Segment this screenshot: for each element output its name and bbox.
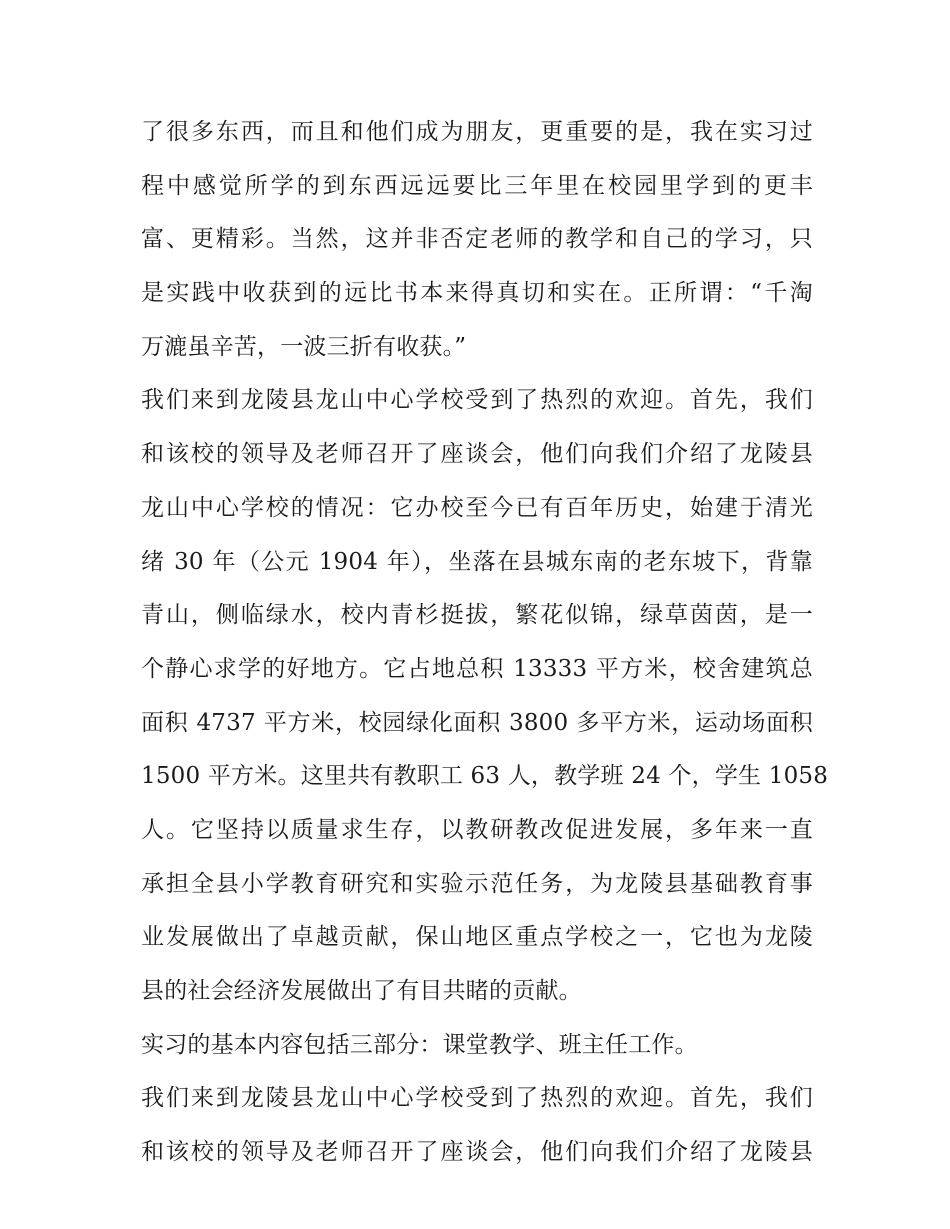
text-line: 了很多东西，而且和他们成为朋友，更重要的是，我在实习过 — [141, 119, 813, 145]
text-line: 1500 平方米。这里共有教职工 63 人，教学班 24 个，学生 1058 — [141, 763, 829, 790]
text-line: 绪 30 年（公元 1904 年），坐落在县城东南的老东坡下，背靠 — [141, 548, 813, 575]
text-line: 承担全县小学教育研究和实验示范任务，为龙陵县基础教育事 — [141, 870, 813, 897]
text-line: 龙山中心学校的情况：它办校至今已有百年历史，始建于清光 — [141, 494, 813, 521]
text-line: 实习的基本内容包括三部分：课堂教学、班主任工作。 — [141, 1031, 698, 1058]
text-line: 个静心求学的好地方。它占地总积 13333 平方米，校舍建筑总 — [141, 655, 813, 682]
text-line: 万漉虽辛苦，一波三折有收获。” — [141, 333, 467, 360]
text-line: 我们来到龙陵县龙山中心学校受到了热烈的欢迎。首先，我们 — [141, 1085, 813, 1112]
text-line: 和该校的领导及老师召开了座谈会，他们向我们介绍了龙陵县 — [141, 1139, 813, 1166]
text-line: 人。它坚持以质量求生存，以教研教改促进发展，多年来一直 — [141, 816, 813, 843]
text-line: 我们来到龙陵县龙山中心学校受到了热烈的欢迎。首先，我们 — [141, 387, 813, 414]
text-line: 面积 4737 平方米，校园绿化面积 3800 多平方米，运动场面积 — [141, 709, 813, 736]
text-line: 县的社会经济发展做出了有目共睹的贡献。 — [141, 978, 582, 1004]
document-body — [141, 106, 829, 1180]
text-line: 和该校的领导及老师召开了座谈会，他们向我们介绍了龙陵县 — [141, 441, 813, 468]
text-line: 业发展做出了卓越贡献，保山地区重点学校之一，它也为龙陵 — [141, 924, 813, 951]
text-line: 富、更精彩。当然，这并非否定老师的教学和自己的学习，只 — [141, 226, 813, 253]
text-line: 青山，侧临绿水，校内青杉挺拔，繁花似锦，绿草茵茵，是一 — [141, 602, 813, 629]
text-line: 是实践中收获到的远比书本来得真切和实在。正所谓：“千淘 — [141, 280, 813, 307]
text-line: 程中感觉所学的到东西远远要比三年里在校园里学到的更丰 — [141, 172, 813, 199]
